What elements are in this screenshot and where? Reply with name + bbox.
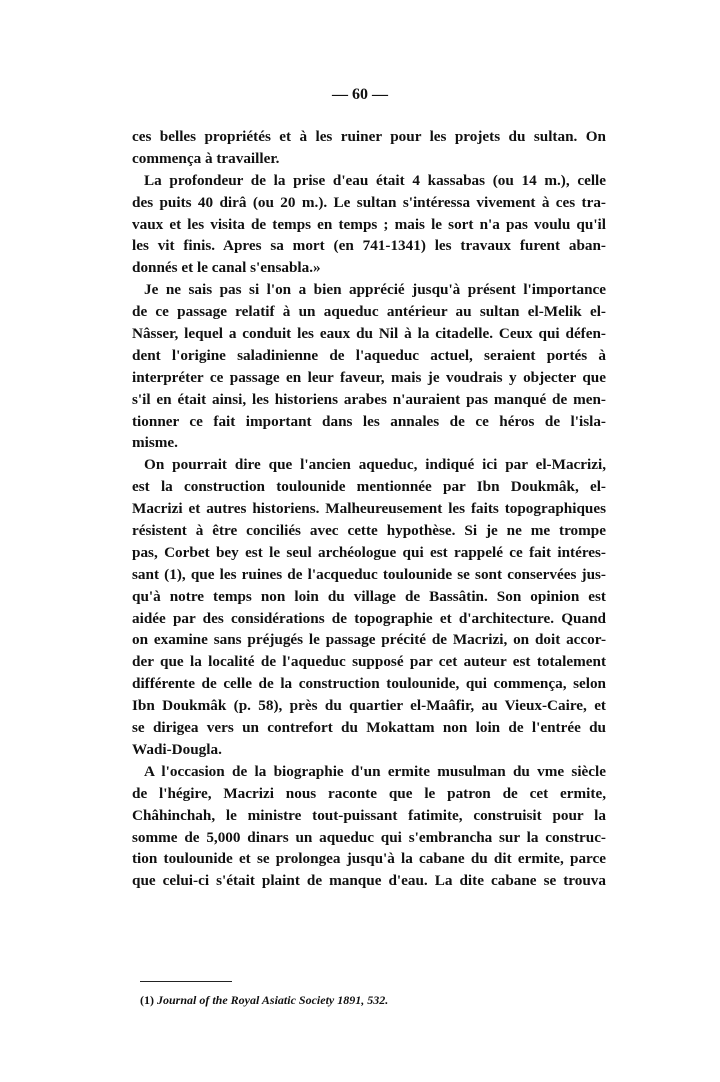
text-line: der que la localité de l'aqueduc supposé par cet auteur est totalement — [132, 653, 606, 671]
text-line: qu'à notre temps non loin du village de Bassâtin. Son opinion est — [132, 587, 606, 605]
text-line: s'il en était ainsi, les historiens arabes n'auraient pas manqué de men- — [132, 390, 606, 408]
page-number: — 60 — — [332, 86, 388, 103]
text-line: Macrizi et autres historiens. Malheureusement les faits topographiques — [132, 500, 606, 518]
text-line: résistent à être conciliés avec cette hypothèse. Si je ne me trompe — [132, 522, 606, 540]
text-line: Je ne sais pas si l'on a bien apprécié jusqu'à présent l'importance — [144, 281, 606, 299]
footnote-marker: (1) — [140, 993, 154, 1007]
text-line: A l'occasion de la biographie d'un ermite musulman du vme siècle — [144, 762, 606, 780]
text-line: les vit finis. Apres sa mort (en 741-1341) les travaux furent aban- — [132, 237, 606, 255]
text-line: aidée par des considérations de topographie et d'architecture. Quand — [132, 609, 606, 627]
text-line: de l'hégire, Macrizi nous raconte que le patron de cet ermite, — [132, 784, 606, 802]
text-line: pas, Corbet bey est le seul archéologue qui est rappelé ce fait intéres- — [132, 543, 606, 561]
text-line: différente de celle de la construction toulounide, qui commença, selon — [132, 675, 606, 693]
text-line: interpréter ce passage en leur faveur, mais je voudrais y objecter que — [132, 368, 606, 386]
text-line: Wadi-Dougla. — [132, 740, 222, 758]
text-line: somme de 5,000 dinars un aqueduc qui s'embrancha sur la construc- — [132, 828, 606, 846]
text-line: de ce passage relatif à un aqueduc antérieur au sultan el-Melik el- — [132, 303, 606, 321]
text-line: tionner ce fait important dans les annales de ce héros de l'isla- — [132, 412, 606, 430]
text-line: que celui-ci s'était plaint de manque d'eau. La dite cabane se trouva — [132, 872, 606, 890]
text-line: misme. — [132, 434, 178, 452]
text-line: Nâsser, lequel a conduit les eaux du Nil à la citadelle. Ceux qui défen- — [132, 325, 606, 343]
text-line: commença à travailler. — [132, 149, 280, 167]
text-line: La profondeur de la prise d'eau était 4 kassabas (ou 14 m.), celle — [144, 171, 606, 189]
paragraph — [132, 170, 606, 279]
text-line: tion toulounide et se prolongea jusqu'à la cabane du dit ermite, parce — [132, 850, 606, 868]
text-line: dent l'origine saladinienne de l'aqueduc actuel, seraient portés à — [132, 346, 606, 364]
paragraph — [132, 126, 606, 170]
text-line: Châhinchah, le ministre tout-puissant fatimite, construisit pour la — [132, 806, 606, 824]
footnote — [140, 993, 388, 1008]
body-text — [132, 126, 606, 892]
text-line: Ibn Doukmâk (p. 58), près du quartier el-Maâfir, au Vieux-Caire, et — [132, 697, 606, 715]
text-line: On pourrait dire que l'ancien aqueduc, indiqué ici par el-Macrizi, — [144, 456, 606, 474]
paragraph — [132, 279, 606, 454]
paragraph — [132, 454, 606, 760]
text-line: donnés et le canal s'ensabla.» — [132, 259, 321, 277]
footnote-text: Journal of the Royal Asiatic Society 1891, 532. — [157, 993, 389, 1007]
text-line: ces belles propriétés et à les ruiner pour les projets du sultan. On — [132, 128, 606, 145]
footnote-rule — [140, 981, 232, 982]
text-line: se dirigea vers un contrefort du Mokattam non loin de l'entrée du — [132, 719, 606, 737]
text-line: on examine sans préjugés le passage précité de Macrizi, on doit accor- — [132, 631, 606, 649]
text-line: est la construction toulounide mentionnée par Ibn Doukmâk, el- — [132, 478, 606, 496]
text-line: sant (1), que les ruines de l'acqueduc toulounide se sont conservées jus- — [132, 565, 606, 583]
paragraph — [132, 761, 606, 892]
text-line: des puits 40 dirâ (ou 20 m.). Le sultan s'intéressa vivement à ces tra- — [132, 193, 606, 211]
text-line: vaux et les visita de temps en temps ; mais le sort n'a pas voulu qu'il — [132, 215, 606, 233]
